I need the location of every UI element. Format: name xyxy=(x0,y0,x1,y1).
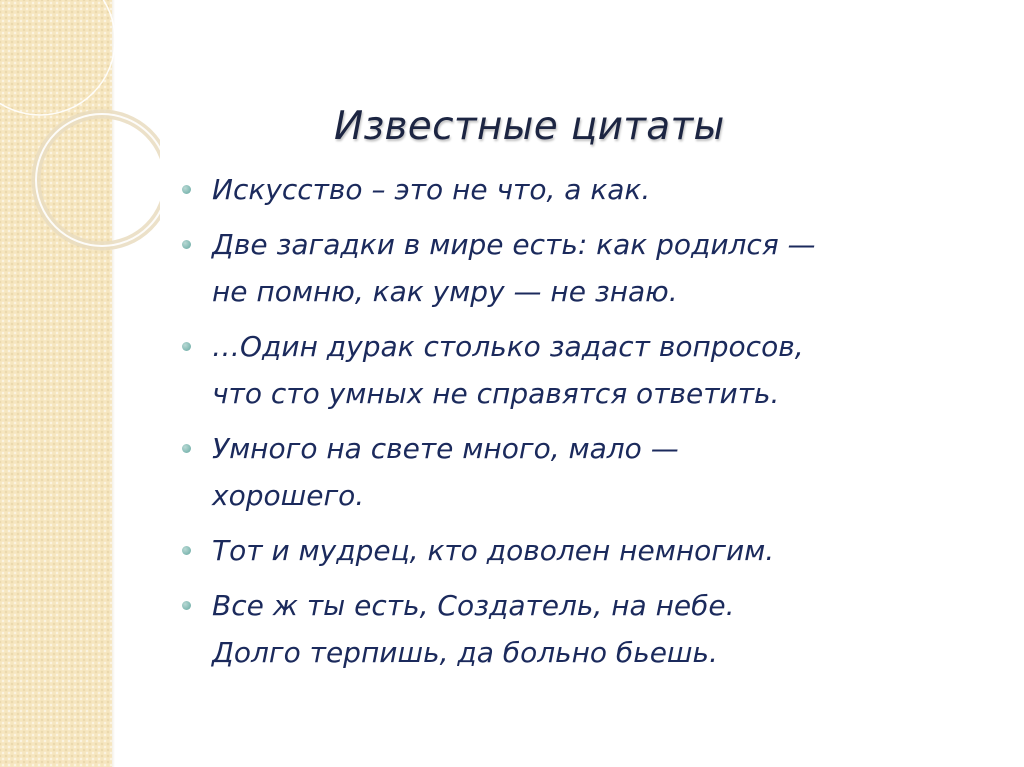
quote-item xyxy=(182,425,982,519)
bullet-dot-icon xyxy=(182,444,191,453)
quote-item xyxy=(182,221,982,315)
quote-text: Две загадки в мире есть: как родился — не помню, как умру — не знаю. xyxy=(212,228,816,308)
quote-text: Тот и мудрец, кто доволен немногим. xyxy=(212,534,775,567)
quote-text: Искусство – это не что, а как. xyxy=(212,173,651,206)
quote-item xyxy=(182,323,982,417)
quote-text: Все ж ты есть, Создатель, на небе. Долго терпишь, да больно бьешь. xyxy=(212,589,735,669)
bullet-dot-icon xyxy=(182,240,191,249)
slide-title: Известные цитаты xyxy=(334,104,725,149)
bullet-dot-icon xyxy=(182,342,191,351)
quote-list xyxy=(182,166,982,684)
quote-item xyxy=(182,582,982,676)
ring-inner xyxy=(36,114,160,246)
quote-item xyxy=(182,166,982,213)
quote-text: …Один дурак столько задаст вопросов, что сто умных не справятся ответить. xyxy=(212,330,804,410)
quote-item xyxy=(182,527,982,574)
decorative-rings xyxy=(0,0,160,260)
quote-text: Умного на свете много, мало — хорошего. xyxy=(212,432,679,512)
bullet-dot-icon xyxy=(182,185,191,194)
bullet-dot-icon xyxy=(182,546,191,555)
ring-outer-arc xyxy=(0,0,115,115)
bullet-dot-icon xyxy=(182,601,191,610)
